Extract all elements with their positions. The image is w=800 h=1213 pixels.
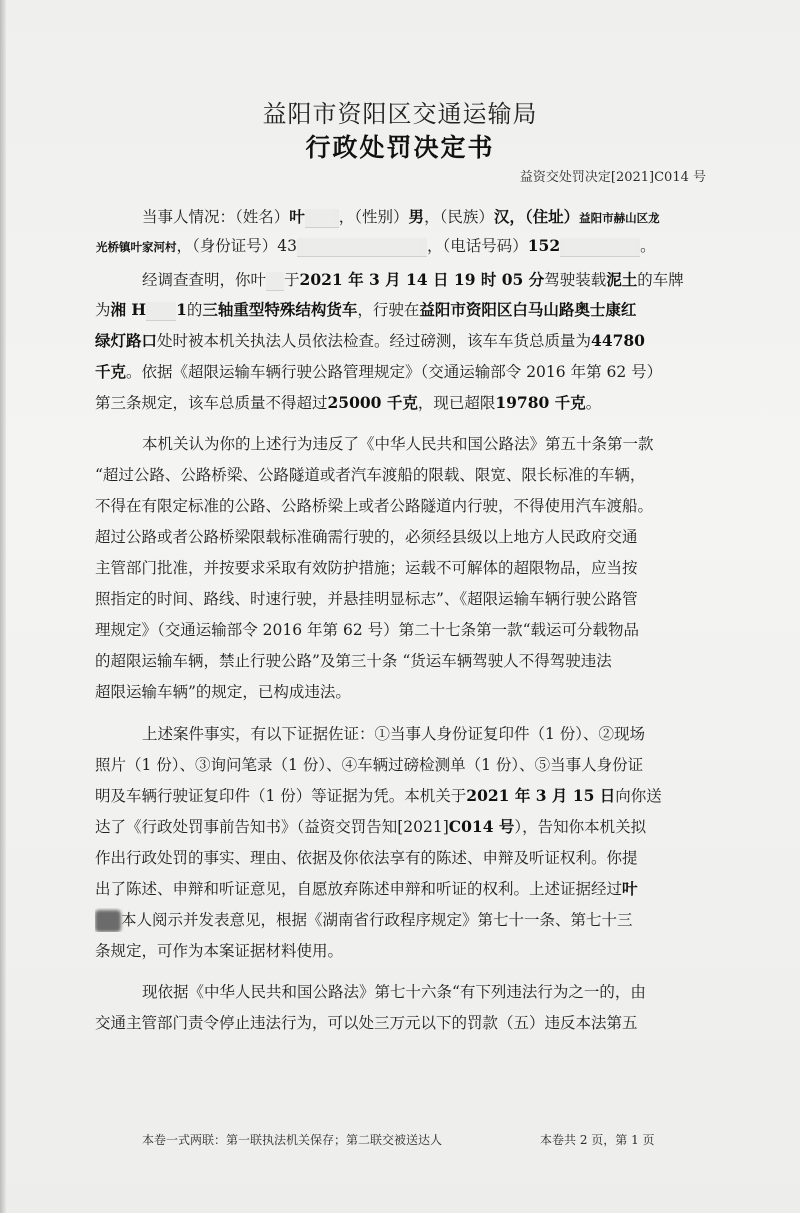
agency-title: 益阳市资阳区交通运输局 (262, 100, 538, 128)
plate-number: 湘 H (110, 300, 147, 319)
party-address: 益阳市赫山区龙 (579, 211, 660, 225)
violation-place-cont: 绿灯路口 (95, 331, 158, 350)
id-label: ，（身份证号） (176, 237, 278, 255)
para2-line: 超过公路或者公路桥梁限载标准确需行驶的，必须经县级以上地方人民政府交通 (95, 528, 638, 546)
para1-line-1 (142, 268, 742, 291)
redacted-phone (560, 238, 640, 257)
text: 经调查查明，你叶 (142, 271, 267, 289)
para2-line: “超过公路、公路桥梁、公路隧道或者汽车渡船的限载、限宽、限长标准的车辆， (95, 466, 646, 484)
footer-copies-note: 本卷一式两联：第一联执法机关保存；第二联交被送达人 (142, 1133, 443, 1147)
footer-page-number: 本卷共 2 页，第 1 页 (540, 1133, 655, 1147)
party-name: 叶 (622, 879, 638, 898)
redacted-name (266, 272, 284, 291)
para4-line: 交通主管部门责令停止违法行为，可以处三万元以下的罚款（五）违反本法第五 (95, 1014, 638, 1032)
document-number: 益资交处罚决定[2021]C014 号 (519, 170, 706, 185)
para2-line: 本机关认为你的上述行为违反了《中华人民共和国公路法》第五十条第一款 (142, 435, 654, 453)
text: 。依据《超限运输车辆行驶公路管理规定》（交通运输部令 2016 年第 62 号） (126, 363, 663, 381)
phone-number: 152 (527, 236, 561, 255)
party-info-line-1 (142, 205, 742, 228)
party-info-line-2 (96, 234, 736, 257)
text: 明及车辆行驶证复印件（1 份）等证据为凭。本机关于 (95, 787, 467, 805)
text: 。 (585, 394, 602, 412)
notice-number: C014 号 (448, 817, 515, 836)
id-number: 43 (277, 237, 297, 255)
name-label: 当事人情况：（姓名） (142, 208, 290, 226)
party-name: 叶 (289, 207, 305, 226)
para1-line-2 (95, 298, 735, 321)
weight-unit: 千克 (95, 362, 127, 381)
redacted-name-blur (95, 910, 121, 932)
text: 处时被本机关执法人员依法检查。经过磅测，该车车货总质量为 (157, 332, 592, 350)
text: 为 (95, 301, 111, 319)
cargo: 泥土 (606, 270, 638, 289)
party-ethnic: 汉 (493, 207, 510, 226)
para3-line-6 (95, 877, 735, 899)
para1-line-5 (95, 391, 735, 413)
para2-line: 超限运输车辆”的规定，已构成违法。 (95, 683, 351, 701)
para1-line-4 (95, 360, 735, 382)
ethnic-label: ，（民族） (424, 208, 494, 226)
notice-date: 2021 年 3 月 15 日 (466, 786, 616, 805)
text: 达了《行政处罚事前告知书》（益资交罚告知[2021] (95, 818, 449, 836)
text: 的 (186, 301, 203, 319)
weight-limit: 25000 千克 (327, 393, 418, 412)
para2-line: 主管部门批准，并按要求采取有效防护措施；运载不可解体的超限物品，应当按 (95, 559, 638, 577)
para2-line: 的超限运输车辆，禁止行驶公路”及第三十条 “货运车辆驾驶人不得驾驶违法 (95, 652, 612, 670)
phone-label: ，（电话号码） (427, 237, 528, 255)
address-label: ，（住址） (509, 207, 580, 226)
para3-line-3 (95, 784, 735, 806)
text: 于 (284, 271, 300, 289)
document-title: 行政处罚决定书 (305, 133, 495, 162)
violation-date: 2021 年 3 月 14 日 19 时 05 分 (299, 270, 545, 289)
overweight-amount: 19780 千克 (495, 393, 586, 412)
para2-line: 照指定的时间、路线、时速行驶，并悬挂明显标志”、《超限运输车辆行驶公路管 (95, 590, 638, 608)
text: 的车牌 (637, 271, 684, 289)
para3-line: 条规定，可作为本案证据材料使用。 (95, 942, 344, 960)
para3-line-7 (95, 908, 735, 932)
page-edge-shadow (0, 0, 6, 1213)
para3-line: 照片（1 份）、③询问笔录（1 份）、④车辆过磅检测单（1 份）、⑤当事人身份证 (95, 756, 644, 774)
para2-line: 不得在有限定标准的公路、公路桥梁上或者公路隧道内行驶，不得使用汽车渡船。 (95, 497, 654, 515)
para3-line-4 (95, 815, 735, 837)
text: ，现已超限 (417, 394, 496, 412)
redacted-id (297, 238, 427, 257)
party-gender: 男 (408, 207, 425, 226)
para3-line: 作出行政处罚的事实、理由、依据及你依法享有的陈述、申辩及听证权利。你提 (95, 849, 638, 867)
punctuation: 。 (640, 237, 656, 255)
plate-number-end: 1 (176, 300, 187, 319)
party-address-cont: 光桥镇叶家河村 (96, 240, 177, 254)
text: 本人阅示并发表意见，根据《湖南省行政程序规定》第七十一条、第七十三 (121, 911, 633, 929)
text: 驾驶装载 (544, 271, 607, 289)
redacted-plate (146, 302, 176, 321)
violation-place: 益阳市资阳区白马山路奥士康红 (419, 300, 637, 319)
text: ），告知你本机关拟 (514, 818, 647, 836)
para1-line-3 (95, 329, 735, 351)
vehicle-type: 三轴重型特殊结构货车 (202, 300, 358, 319)
redacted-name (305, 209, 339, 228)
text: 向你送 (615, 787, 662, 805)
text: ，行驶在 (357, 301, 420, 319)
total-weight: 44780 (591, 331, 645, 350)
para4-line: 现依据《中华人民共和国公路法》第七十六条“有下列违法行为之一的，由 (142, 983, 646, 1001)
para2-line: 理规定》（交通运输部令 2016 年第 62 号）第二十七条第一款“载运可分载物品 (95, 621, 640, 639)
para3-line: 上述案件事实，有以下证据佐证：①当事人身份证复印件（1 份）、②现场 (142, 725, 646, 743)
text: 出了陈述、申辩和听证意见，自愿放弃陈述申辩和听证的权利。上述证据经过 (95, 880, 623, 898)
text: 第三条规定，该车总质量不得超过 (95, 394, 328, 412)
gender-label: ，（性别） (338, 208, 409, 226)
